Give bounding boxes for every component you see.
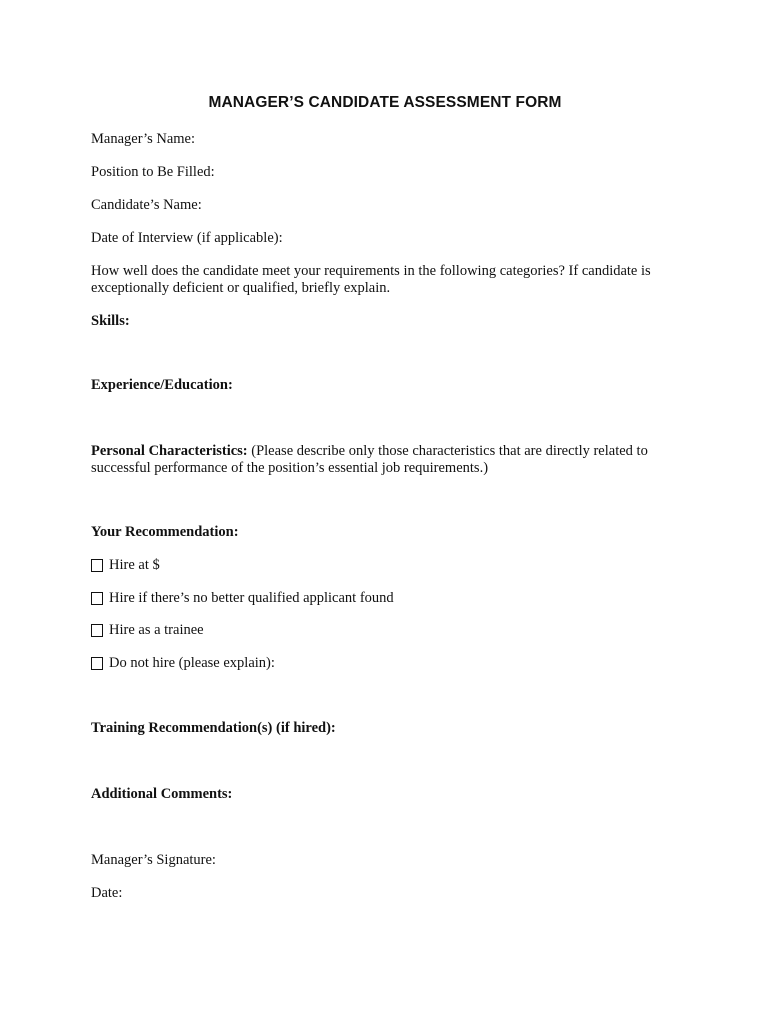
- comments-label: Additional Comments:: [91, 786, 233, 802]
- personal-characteristics-paragraph: [91, 443, 651, 477]
- experience-label: Experience/Education:: [91, 377, 233, 393]
- instructions-paragraph: [91, 263, 651, 297]
- option-label: Do not hire (please explain):: [109, 655, 275, 671]
- candidate-name-field[interactable]: [91, 197, 202, 214]
- checkbox-do-not-hire[interactable]: [91, 657, 103, 670]
- instructions-line: How well does the candidate meet your requirements in the following categories? If candidate is: [91, 263, 651, 279]
- option-hire-at[interactable]: [91, 557, 160, 574]
- candidate-name-label: Candidate’s Name:: [91, 197, 202, 213]
- checkbox-hire-if-no-better[interactable]: [91, 592, 103, 605]
- personal-characteristics-label: Personal Characteristics:: [91, 443, 248, 459]
- option-hire-as-trainee[interactable]: [91, 622, 204, 639]
- training-label: Training Recommendation(s) (if hired):: [91, 720, 336, 736]
- checkbox-hire-as-trainee[interactable]: [91, 624, 103, 637]
- interview-date-field[interactable]: [91, 230, 283, 247]
- recommendation-label: Your Recommendation:: [91, 524, 239, 540]
- date-field[interactable]: [91, 885, 122, 902]
- checkbox-hire-at[interactable]: [91, 559, 103, 572]
- signature-field[interactable]: [91, 852, 216, 869]
- date-label: Date:: [91, 885, 123, 901]
- option-hire-if-no-better[interactable]: [91, 590, 394, 607]
- position-field[interactable]: [91, 164, 215, 181]
- signature-label: Manager’s Signature:: [91, 852, 216, 868]
- skills-label: Skills:: [91, 313, 130, 329]
- option-label: Hire at $: [109, 557, 160, 573]
- option-label: Hire as a trainee: [109, 622, 204, 638]
- option-do-not-hire[interactable]: [91, 655, 275, 672]
- form-title: MANAGER’S CANDIDATE ASSESSMENT FORM: [208, 94, 562, 111]
- managers-name-field[interactable]: [91, 131, 195, 148]
- managers-name-label: Manager’s Name:: [91, 131, 196, 147]
- position-label: Position to Be Filled:: [91, 164, 215, 180]
- personal-characteristics-note: (Please describe only those characteristics that are directly related to: [247, 443, 648, 459]
- personal-characteristics-note-line2: successful performance of the position’s essential job requirements.): [91, 460, 489, 476]
- option-label: Hire if there’s no better qualified applicant found: [109, 590, 394, 606]
- instructions-line: exceptionally deficient or qualified, briefly explain.: [91, 280, 391, 296]
- interview-date-label: Date of Interview (if applicable):: [91, 230, 283, 246]
